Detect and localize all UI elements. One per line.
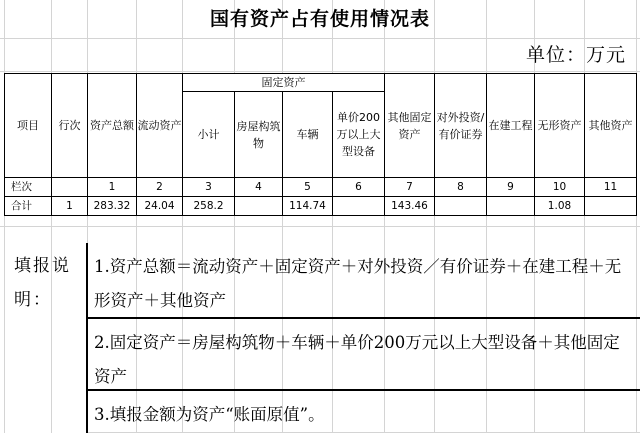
note-item[interactable]: 2.固定资产＝房屋构筑物＋车辆＋单价200万元以上大型设备＋其他固定资产 bbox=[88, 319, 640, 391]
table-cell[interactable] bbox=[487, 197, 535, 216]
gridline bbox=[0, 71, 640, 72]
table-cell[interactable]: 10 bbox=[535, 178, 585, 197]
table-cell[interactable]: 1.08 bbox=[535, 197, 585, 216]
table-cell[interactable]: 143.46 bbox=[385, 197, 435, 216]
table-cell[interactable] bbox=[585, 197, 637, 216]
header-cell[interactable]: 其他固定资产 bbox=[385, 74, 435, 178]
unit-label: 单位：万元 bbox=[525, 44, 626, 66]
table-cell[interactable]: 8 bbox=[435, 178, 487, 197]
header-cell[interactable]: 对外投资/有价证券 bbox=[435, 74, 487, 178]
header-cell[interactable]: 无形资产 bbox=[535, 74, 585, 178]
notes-label[interactable]: 填报说明： bbox=[0, 243, 88, 433]
total-row bbox=[5, 197, 637, 216]
table-cell[interactable]: 4 bbox=[235, 178, 283, 197]
header-cell[interactable]: 小计 bbox=[183, 92, 235, 178]
header-row bbox=[5, 74, 637, 92]
header-cell[interactable]: 在建工程 bbox=[487, 74, 535, 178]
header-cell[interactable]: 单价200万以上大型设备 bbox=[333, 92, 385, 178]
table-cell[interactable]: 258.2 bbox=[183, 197, 235, 216]
table-cell[interactable]: 栏次 bbox=[5, 178, 52, 197]
table-cell[interactable]: 9 bbox=[487, 178, 535, 197]
table-cell[interactable]: 2 bbox=[137, 178, 183, 197]
header-cell[interactable]: 车辆 bbox=[283, 92, 333, 178]
header-cell[interactable]: 固定资产 bbox=[183, 74, 385, 92]
table-cell[interactable]: 283.32 bbox=[88, 197, 137, 216]
asset-table bbox=[4, 73, 637, 216]
gridline bbox=[0, 38, 640, 39]
sheet-title: 国有资产占有使用情况表 bbox=[209, 8, 430, 30]
header-cell[interactable]: 资产总额 bbox=[88, 74, 137, 178]
header-cell[interactable]: 行次 bbox=[52, 74, 88, 178]
header-cell[interactable]: 流动资产 bbox=[137, 74, 183, 178]
table-cell[interactable] bbox=[333, 197, 385, 216]
table-cell[interactable]: 5 bbox=[283, 178, 333, 197]
header-cell[interactable]: 房屋构筑物 bbox=[235, 92, 283, 178]
filling-notes bbox=[0, 243, 640, 433]
note-item[interactable]: 1.资产总额＝流动资产＋固定资产＋对外投资／有价证券＋在建工程＋无形资产＋其他资产 bbox=[88, 243, 640, 319]
table-cell[interactable]: 7 bbox=[385, 178, 435, 197]
table-cell[interactable]: 24.04 bbox=[137, 197, 183, 216]
note-item[interactable]: 3.填报金额为资产“账面原值”。 bbox=[88, 391, 640, 433]
table-cell[interactable]: 1 bbox=[52, 197, 88, 216]
table-cell[interactable] bbox=[52, 178, 88, 197]
table-cell[interactable] bbox=[435, 197, 487, 216]
table-cell[interactable]: 合计 bbox=[5, 197, 52, 216]
table-cell[interactable]: 3 bbox=[183, 178, 235, 197]
table-cell[interactable]: 114.74 bbox=[283, 197, 333, 216]
header-cell[interactable]: 项目 bbox=[5, 74, 52, 178]
column-number-row bbox=[5, 178, 637, 197]
header-cell[interactable]: 其他资产 bbox=[585, 74, 637, 178]
table-cell[interactable]: 6 bbox=[333, 178, 385, 197]
table-cell[interactable]: 1 bbox=[88, 178, 137, 197]
table-cell[interactable] bbox=[235, 197, 283, 216]
table-cell[interactable]: 11 bbox=[585, 178, 637, 197]
gridline bbox=[0, 226, 640, 227]
